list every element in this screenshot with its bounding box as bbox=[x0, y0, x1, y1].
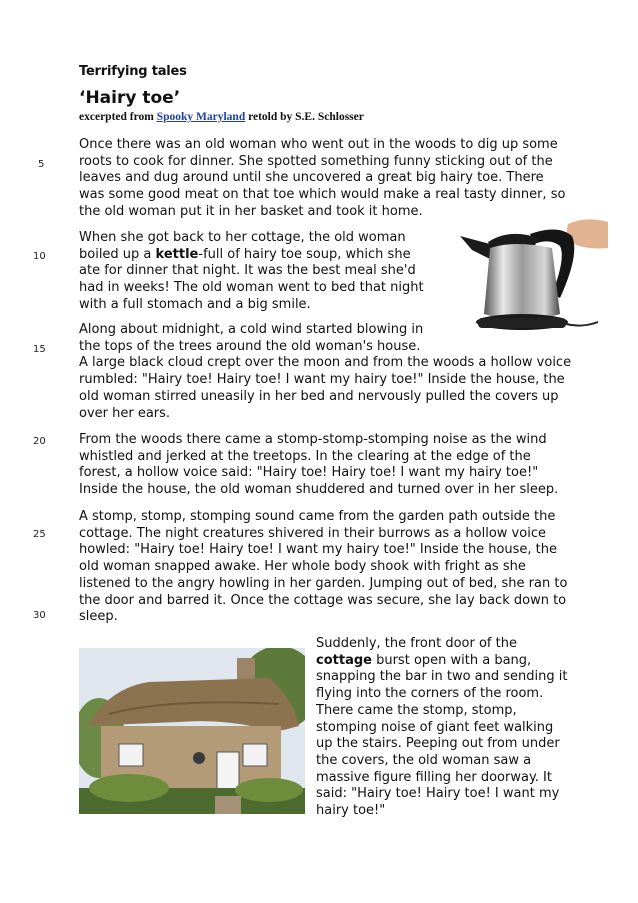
text-line: up the stairs. Peeping out from under bbox=[316, 736, 560, 752]
line-number: 5 bbox=[38, 159, 45, 170]
text-line: old woman stirred uneasily in her bed and nervously pulled the covers up bbox=[79, 388, 559, 404]
text-line: the door and barred it. Once the cottage was secure, she lay back down to bbox=[79, 592, 567, 608]
text-line: Along about midnight, a cold wind started blowing in bbox=[79, 322, 424, 337]
text-run: burst open with a bang, bbox=[371, 652, 532, 668]
text-line: the tops of the trees around the old woman's house. bbox=[79, 338, 421, 354]
hedge bbox=[89, 774, 169, 802]
text-line: rumbled: "Hairy toe! Hairy toe! I want my hairy toe!" Inside the house, the bbox=[79, 372, 565, 388]
hedge bbox=[235, 778, 303, 802]
text-line: listened to the angry howling in her garden. Jumping out of bed, she ran to bbox=[79, 575, 568, 591]
text-line: cottage. The night creatures shivered in their burrows as a hollow voice bbox=[79, 525, 546, 541]
text-line: said: "Hairy toe! Hairy toe! I want my bbox=[316, 786, 560, 802]
text-line: was some good meat on that toe which would make a real tasty dinner, so bbox=[79, 187, 566, 203]
text-line: A large black cloud crept over the moon and from the woods a hollow voice bbox=[79, 355, 572, 371]
house-sign bbox=[193, 752, 205, 764]
text-line: sleep. bbox=[79, 609, 118, 625]
cottage-photo bbox=[79, 648, 305, 814]
text-line: When she got back to her cottage, the old woman bbox=[79, 230, 406, 245]
text-line: with a full stomach and a big smile. bbox=[79, 296, 311, 312]
text-line bbox=[79, 247, 424, 264]
text-line: the covers, the old woman saw a bbox=[316, 752, 532, 768]
text-line: roots to cook for dinner. She spotted something funny sticking out of the bbox=[79, 153, 553, 169]
keyword-cottage: cottage bbox=[316, 652, 372, 668]
line-number: 20 bbox=[33, 436, 46, 447]
text-line: massive figure filling her doorway. It bbox=[316, 769, 552, 785]
paragraph-2 bbox=[79, 230, 424, 314]
text-line: old woman snapped awake. Her whole body shook with fright as she bbox=[79, 559, 526, 575]
paragraph-3 bbox=[79, 322, 571, 422]
text-line: Once there was an old woman who went out in the woods to dig up some bbox=[79, 137, 558, 152]
text-line: From the woods there came a stomp-stomp-stomping noise as the wind bbox=[79, 432, 547, 447]
paragraph-6 bbox=[316, 636, 567, 820]
text-line: ate for dinner that night. It was the best meal she'd bbox=[79, 263, 416, 279]
text-line: flying into the corners of the room. bbox=[316, 686, 544, 702]
text-line: howled: "Hairy toe! Hairy toe! I want my hairy toe!" Inside the house, the bbox=[79, 542, 558, 558]
text-run: -full of hairy toe soup, which she bbox=[198, 246, 411, 262]
text-run: boiled up a bbox=[79, 246, 156, 262]
line-number: 25 bbox=[33, 529, 46, 540]
text-line: the old woman put it in her basket and took it home. bbox=[79, 203, 423, 219]
garden-path bbox=[215, 796, 241, 814]
text-line: There came the stomp, stomp, bbox=[316, 702, 517, 718]
source-link[interactable]: Spooky Maryland bbox=[156, 111, 246, 123]
section-label: Terrifying tales bbox=[79, 64, 187, 79]
paragraph-1 bbox=[79, 137, 565, 221]
text-line: whistled and jerked at the treetops. In the clearing at the edge of the bbox=[79, 448, 531, 464]
cottage-illustration bbox=[79, 648, 305, 814]
text-line: snapping the bar in two and sending it bbox=[316, 669, 568, 685]
paragraph-5 bbox=[79, 509, 567, 626]
byline-suffix: retold by S.E. Schlosser bbox=[245, 111, 364, 123]
text-line: over her ears. bbox=[79, 405, 171, 421]
line-number: 15 bbox=[33, 344, 46, 355]
story-title: ‘Hairy toe’ bbox=[79, 88, 181, 108]
text-line: stomping noise of giant feet walking bbox=[316, 719, 554, 735]
kettle-body bbox=[484, 244, 560, 320]
keyword-kettle: kettle bbox=[155, 246, 199, 262]
text-line: leaves and dug around until she uncovered a great big hairy toe. There bbox=[79, 170, 544, 186]
text-line: hairy toe!" bbox=[316, 803, 386, 819]
text-line: forest, a hollow voice said: "Hairy toe! Hairy toe! I want my hairy toe!" bbox=[79, 465, 539, 481]
text-line: A stomp, stomp, stomping sound came from the garden path outside the bbox=[79, 509, 556, 524]
line-number: 30 bbox=[33, 610, 46, 621]
byline-prefix: excerpted from bbox=[79, 111, 157, 123]
paragraph-4 bbox=[79, 432, 558, 499]
window bbox=[119, 744, 143, 766]
byline bbox=[79, 111, 364, 123]
text-line bbox=[316, 653, 567, 670]
text-line: Suddenly, the front door of the bbox=[316, 636, 517, 651]
line-number: 10 bbox=[33, 251, 46, 262]
window bbox=[243, 744, 267, 766]
text-line: Inside the house, the old woman shuddered and turned over in her sleep. bbox=[79, 482, 559, 498]
text-line: had in weeks! The old woman went to bed that night bbox=[79, 280, 424, 296]
